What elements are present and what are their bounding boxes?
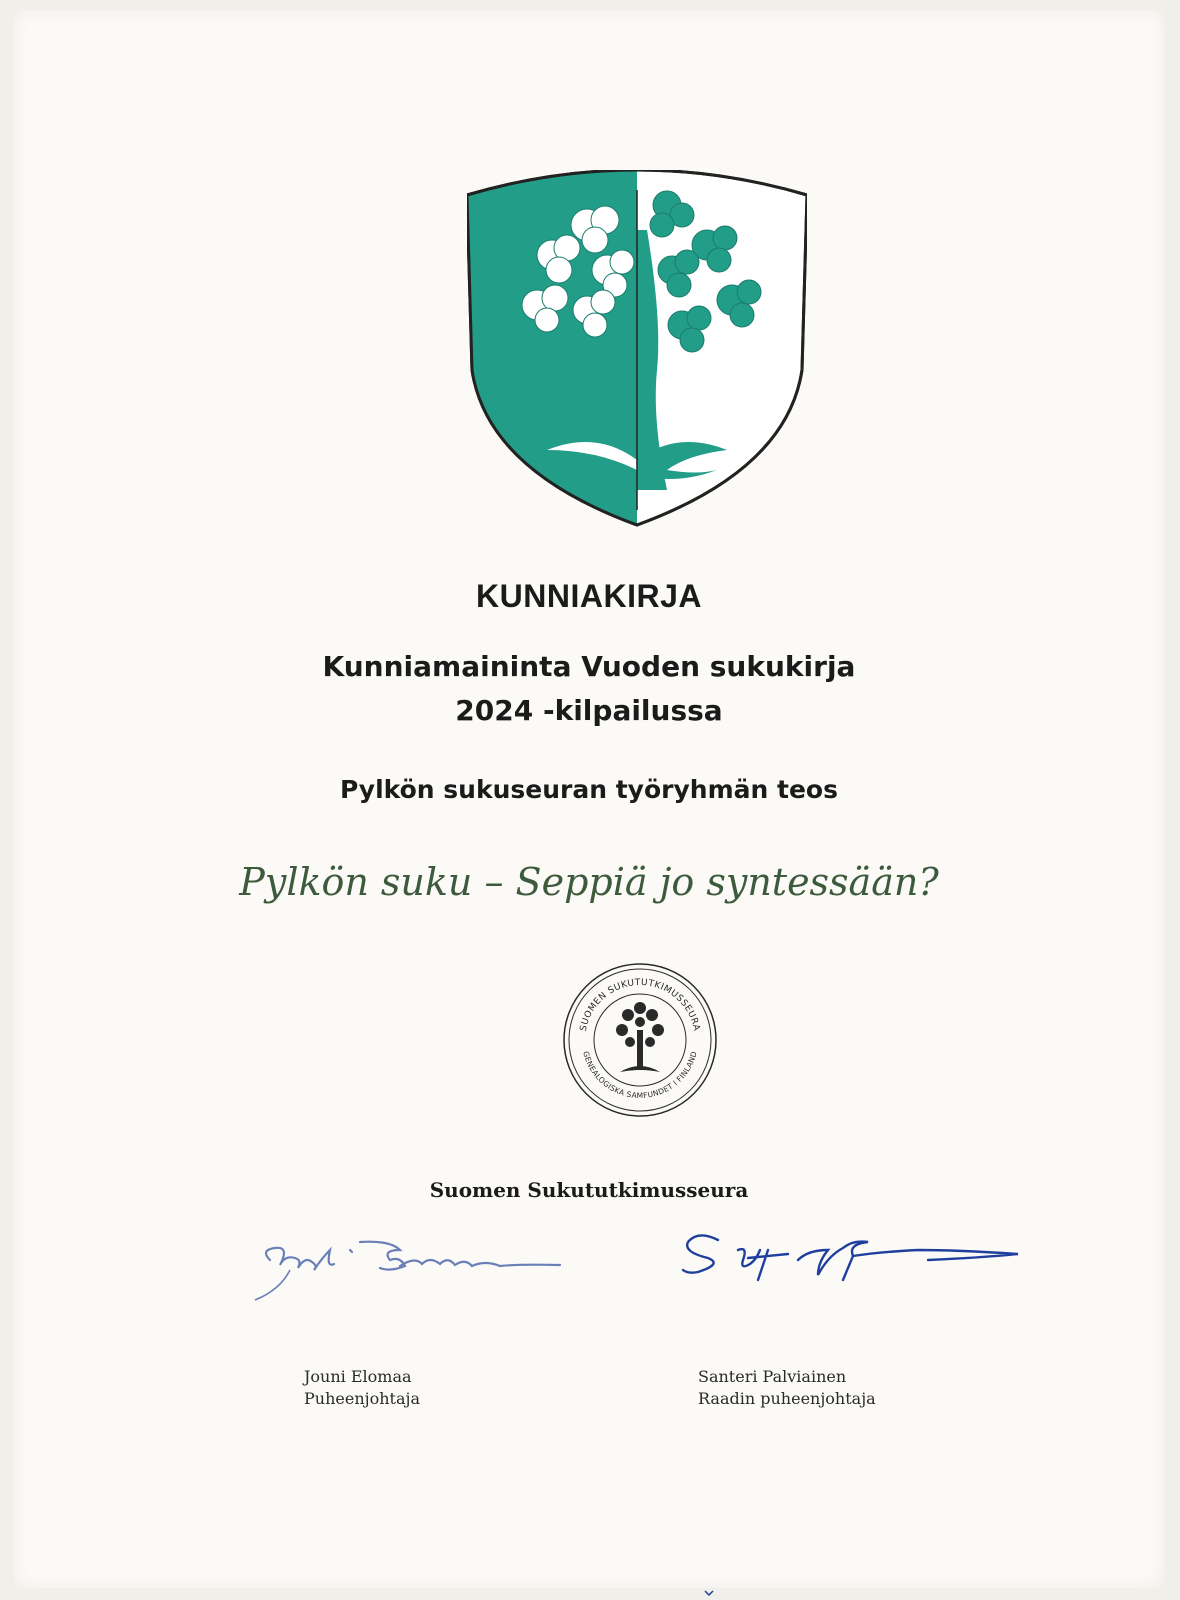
certificate-title: KUNNIAKIRJA [476, 578, 702, 614]
signatory-2-name: Santeri Palviainen [698, 1367, 847, 1386]
book-title: Pylkön suku – Seppiä jo syntessään? [239, 860, 939, 904]
signatory-1-role: Puheenjohtaja [304, 1389, 420, 1408]
certificate-page [14, 10, 1164, 1588]
signatory-2-role: Raadin puheenjohtaja [698, 1389, 876, 1408]
tree-seal-icon [560, 960, 720, 1120]
signatory-1 [304, 1366, 420, 1410]
signature-council-chair [678, 1220, 1048, 1310]
seal-top-text: SUOMEN SUKUTUTKIMUSSEURA [578, 977, 702, 1033]
award-line-2: 2024 -kilpailussa [455, 694, 723, 727]
tree-crest-icon [467, 170, 807, 530]
award-line-1: Kunniamaininta Vuoden sukukirja [322, 650, 856, 683]
organization-name: Suomen Sukututkimusseura [429, 1178, 749, 1202]
seal-bottom-text: GENEALOGISKA SAMFUNDET I FINLAND [581, 1050, 699, 1101]
signatory-2 [698, 1366, 876, 1410]
work-attribution: Pylkön sukuseuran työryhmän teos [340, 775, 838, 804]
signatory-1-name: Jouni Elomaa [304, 1367, 412, 1386]
ink-mark [704, 1590, 714, 1596]
signature-chairman [250, 1220, 570, 1310]
